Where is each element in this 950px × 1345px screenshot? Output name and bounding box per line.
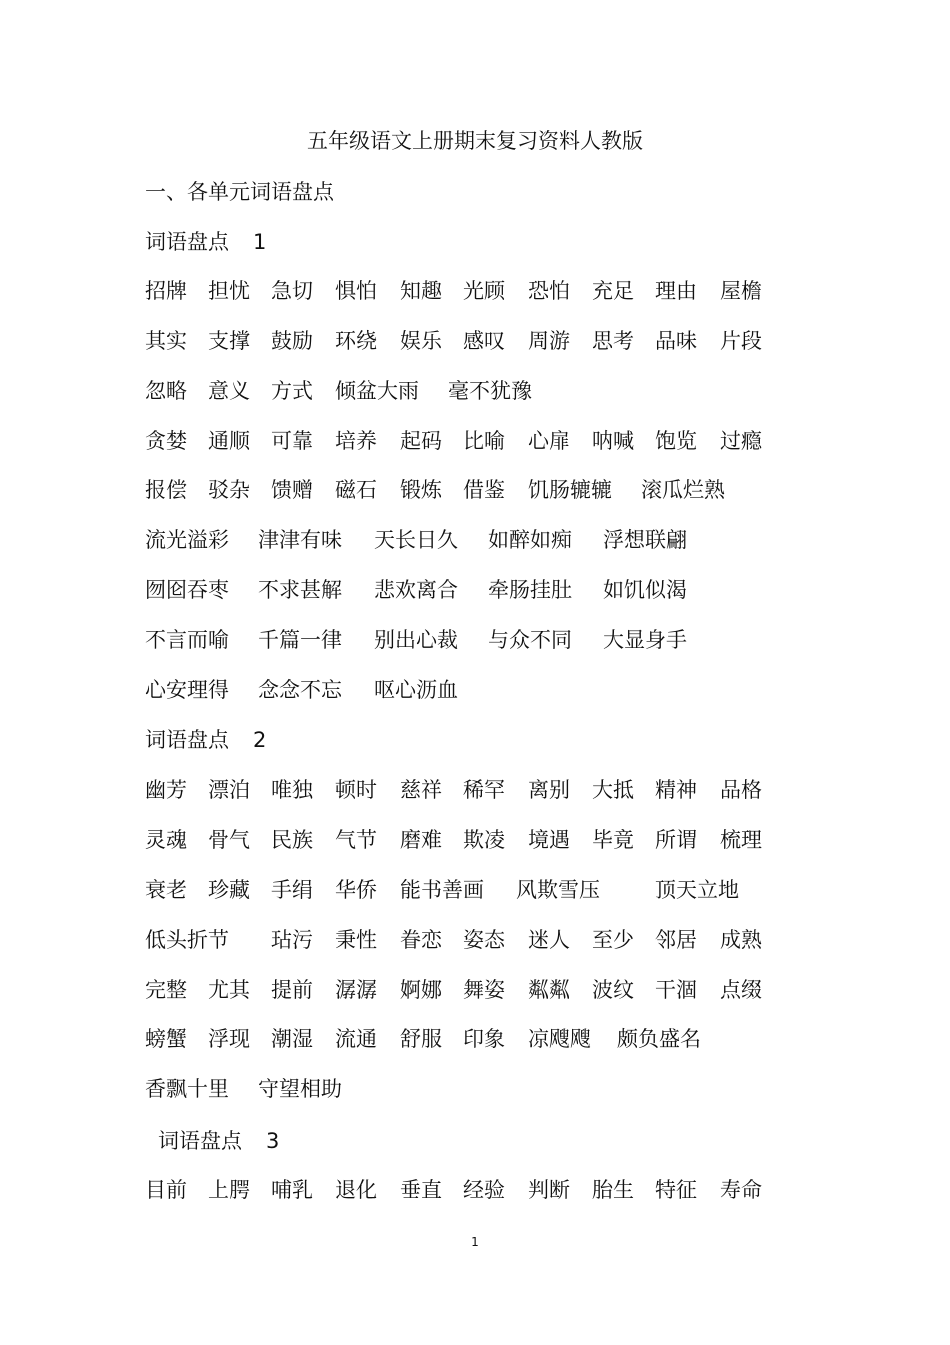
word: 梳理 [720, 828, 762, 852]
word: 急切 [271, 279, 313, 303]
word: 流通 [335, 1027, 377, 1051]
page-number: 1 [471, 1235, 479, 1249]
word: 成熟 [720, 928, 762, 952]
word: 珍藏 [208, 878, 250, 902]
word: 目前 [145, 1178, 187, 1202]
word: 香飘十里 [145, 1077, 229, 1101]
word: 手绢 [271, 878, 313, 902]
word: 寿命 [720, 1178, 762, 1202]
word: 稀罕 [463, 778, 505, 802]
word: 报偿 [145, 478, 187, 502]
word: 知趣 [400, 279, 442, 303]
word: 骨气 [208, 828, 250, 852]
word: 幽芳 [145, 778, 187, 802]
word: 呕心沥血 [374, 678, 458, 702]
word: 贪婪 [145, 429, 187, 453]
word: 如醉如痴 [488, 528, 572, 552]
unit-heading-label: 词语盘点 [158, 1129, 242, 1153]
word: 娱乐 [400, 329, 442, 353]
word: 通顺 [208, 429, 250, 453]
word: 玷污 [271, 928, 313, 952]
unit-heading-label: 词语盘点 [145, 728, 229, 752]
word: 气节 [335, 828, 377, 852]
word: 离别 [528, 778, 570, 802]
word: 特征 [655, 1178, 697, 1202]
word: 舞姿 [463, 978, 505, 1002]
word: 不言而喻 [145, 628, 229, 652]
word: 眷恋 [400, 928, 442, 952]
unit-heading-label: 词语盘点 [145, 230, 229, 254]
word: 完整 [145, 978, 187, 1002]
word: 浮想联翩 [603, 528, 687, 552]
word: 如饥似渴 [603, 578, 687, 602]
word: 过瘾 [720, 429, 762, 453]
unit-heading-number: 1 [253, 230, 267, 254]
word: 片段 [720, 329, 762, 353]
word: 支撑 [208, 329, 250, 353]
word: 忽略 [145, 379, 187, 403]
word: 别出心裁 [374, 628, 458, 652]
word: 迷人 [528, 928, 570, 952]
word: 境遇 [528, 828, 570, 852]
word: 悲欢离合 [374, 578, 458, 602]
word: 担忧 [208, 279, 250, 303]
word: 周游 [528, 329, 570, 353]
word: 精神 [655, 778, 697, 802]
word: 提前 [271, 978, 313, 1002]
word: 守望相助 [258, 1077, 342, 1101]
word: 意义 [208, 379, 250, 403]
unit-heading-number: 3 [266, 1129, 280, 1153]
document-title: 五年级语文上册期末复习资料人教版 [307, 129, 643, 153]
word: 滚瓜烂熟 [641, 478, 725, 502]
word: 心安理得 [145, 678, 229, 702]
word: 毕竟 [592, 828, 634, 852]
word: 饱览 [655, 429, 697, 453]
word: 品格 [720, 778, 762, 802]
word: 借鉴 [463, 478, 505, 502]
word: 招牌 [145, 279, 187, 303]
word: 恐怕 [528, 279, 570, 303]
word: 磁石 [335, 478, 377, 502]
word: 垂直 [400, 1178, 442, 1202]
word: 顿时 [335, 778, 377, 802]
word: 退化 [335, 1178, 377, 1202]
word: 不求甚解 [258, 578, 342, 602]
word: 惧怕 [335, 279, 377, 303]
word: 婀娜 [400, 978, 442, 1002]
word: 大显身手 [603, 628, 687, 652]
word: 光顾 [463, 279, 505, 303]
word: 印象 [463, 1027, 505, 1051]
word: 鼓励 [271, 329, 313, 353]
word: 点缀 [720, 978, 762, 1002]
word: 倾盆大雨 [335, 379, 419, 403]
word: 干涸 [655, 978, 697, 1002]
word: 思考 [592, 329, 634, 353]
word: 所谓 [655, 828, 697, 852]
word: 浮现 [208, 1027, 250, 1051]
word: 念念不忘 [258, 678, 342, 702]
word: 大抵 [592, 778, 634, 802]
word: 驳杂 [208, 478, 250, 502]
word: 比喻 [463, 429, 505, 453]
word: 理由 [655, 279, 697, 303]
word: 潺潺 [335, 978, 377, 1002]
word: 能书善画 [400, 878, 484, 902]
word: 馈赠 [271, 478, 313, 502]
word: 凉飕飕 [528, 1027, 591, 1051]
word: 囫囵吞枣 [145, 578, 229, 602]
word: 感叹 [463, 329, 505, 353]
word: 判断 [528, 1178, 570, 1202]
word: 品味 [655, 329, 697, 353]
word: 舒服 [400, 1027, 442, 1051]
word: 灵魂 [145, 828, 187, 852]
word: 牵肠挂肚 [488, 578, 572, 602]
word: 衰老 [145, 878, 187, 902]
word: 民族 [271, 828, 313, 852]
word: 漂泊 [208, 778, 250, 802]
unit-heading-number: 2 [253, 728, 267, 752]
word: 上腭 [208, 1178, 250, 1202]
word: 邻居 [655, 928, 697, 952]
word: 饥肠辘辘 [528, 478, 612, 502]
section-heading: 一、各单元词语盘点 [145, 180, 334, 204]
word: 风欺雪压 [516, 878, 600, 902]
word: 螃蟹 [145, 1027, 187, 1051]
word: 胎生 [592, 1178, 634, 1202]
word: 经验 [463, 1178, 505, 1202]
word: 潮湿 [271, 1027, 313, 1051]
word: 培养 [335, 429, 377, 453]
word: 锻炼 [400, 478, 442, 502]
word: 心扉 [528, 429, 570, 453]
word: 欺凌 [463, 828, 505, 852]
word: 屋檐 [720, 279, 762, 303]
word: 唯独 [271, 778, 313, 802]
word: 颇负盛名 [617, 1027, 701, 1051]
word: 充足 [592, 279, 634, 303]
word: 千篇一律 [258, 628, 342, 652]
word: 至少 [592, 928, 634, 952]
word: 毫不犹豫 [448, 379, 532, 403]
word: 磨难 [400, 828, 442, 852]
word: 慈祥 [400, 778, 442, 802]
word: 尤其 [208, 978, 250, 1002]
word: 顶天立地 [655, 878, 739, 902]
word: 方式 [271, 379, 313, 403]
word: 呐喊 [592, 429, 634, 453]
word: 其实 [145, 329, 187, 353]
word: 姿态 [463, 928, 505, 952]
word: 环绕 [335, 329, 377, 353]
word: 流光溢彩 [145, 528, 229, 552]
word: 津津有味 [258, 528, 342, 552]
word: 华侨 [335, 878, 377, 902]
word: 可靠 [271, 429, 313, 453]
word: 波纹 [592, 978, 634, 1002]
word: 粼粼 [528, 978, 570, 1002]
word: 与众不同 [488, 628, 572, 652]
word: 天长日久 [374, 528, 458, 552]
word: 哺乳 [271, 1178, 313, 1202]
word: 起码 [400, 429, 442, 453]
word: 秉性 [335, 928, 377, 952]
word: 低头折节 [145, 928, 229, 952]
